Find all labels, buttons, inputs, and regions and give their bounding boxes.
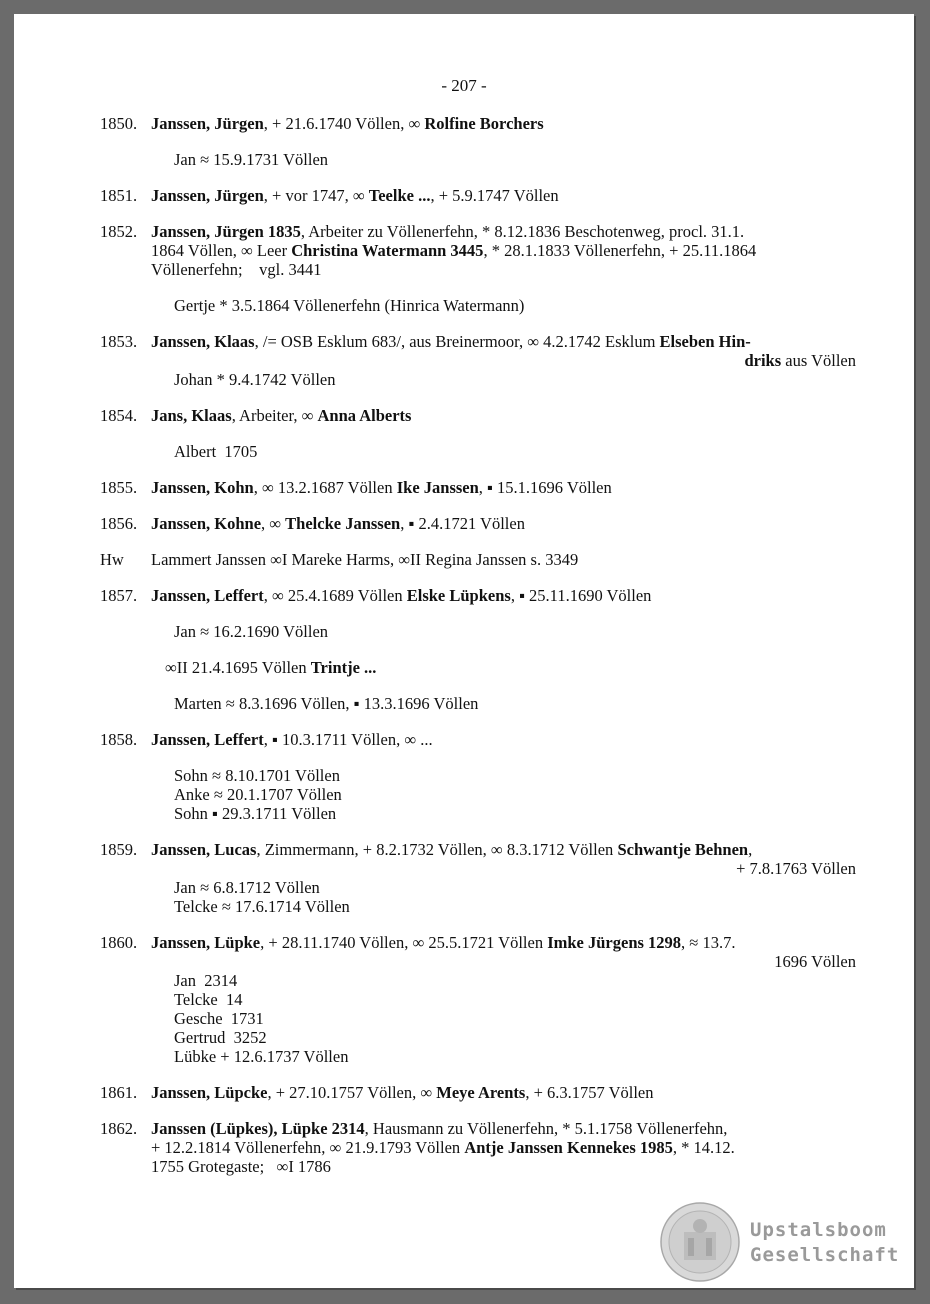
entry-heading: Janssen, Kohn, ∞ 13.2.1687 Völlen Ike Janssen, ▪ 15.1.1696 Völlen — [151, 478, 612, 497]
entry-1853 — [14, 332, 914, 389]
child-line: Jan 2314 — [174, 971, 238, 990]
children-list — [174, 878, 914, 916]
child-line: Telcke ≈ 17.6.1714 Völlen — [174, 897, 350, 916]
entry-number: 1857. — [100, 586, 138, 605]
entry-1856 — [14, 514, 914, 533]
entry-1857 — [14, 586, 914, 713]
entry-number: 1854. — [100, 406, 138, 425]
entry-1860 — [14, 933, 914, 1066]
entry-heading: Janssen, Lüpke, + 28.11.1740 Völlen, ∞ 25.5.1721 Völlen Imke Jürgens 1298, ≈ 13.7. 1696 Völlen — [151, 933, 856, 971]
children-list — [174, 971, 914, 1066]
entry-1862 — [14, 1119, 914, 1176]
entry-1850 — [14, 114, 914, 169]
entry-Hw — [14, 550, 914, 569]
child-line: Johan * 9.4.1742 Völlen — [174, 370, 336, 389]
entry-number: 1861. — [100, 1083, 138, 1102]
child-line: Gertrud 3252 — [174, 1028, 267, 1047]
entry-heading: Janssen, Leffert, ▪ 10.3.1711 Völlen, ∞ ... — [151, 730, 433, 749]
entry-number: 1852. — [100, 222, 138, 241]
children-list — [174, 370, 914, 389]
entry-heading: Janssen, Jürgen 1835, Arbeiter zu Völlenerfehn, * 8.12.1836 Beschotenweg, procl. 31.1. 1864 Völlen, ∞ Leer Christina Watermann 3445, * 28.1.1833 Völlenerfehn, + 25.11.1864 Völlenerfehn; vgl. 3441 — [151, 222, 757, 279]
child-line: Jan ≈ 15.9.1731 Völlen — [174, 150, 329, 169]
children-list — [174, 442, 914, 461]
entry-number: 1859. — [100, 840, 138, 859]
entry-1861 — [14, 1083, 914, 1102]
child-line: Anke ≈ 20.1.1707 Völlen — [174, 785, 342, 804]
entry-number: 1851. — [100, 186, 138, 205]
child-line: Lübke + 12.6.1737 Völlen — [174, 1047, 349, 1066]
children-list — [174, 150, 914, 169]
entry-1859 — [14, 840, 914, 916]
entry-1854 — [14, 406, 914, 461]
child-line: Jan ≈ 6.8.1712 Völlen — [174, 878, 320, 897]
page-number: - 207 - — [441, 76, 487, 95]
entry-1851 — [14, 186, 914, 205]
child-line: Marten ≈ 8.3.1696 Völlen, ▪ 13.3.1696 Völlen — [174, 694, 479, 713]
entry-heading: Janssen, Jürgen, + vor 1747, ∞ Teelke ..., + 5.9.1747 Völlen — [151, 186, 559, 205]
entry-number: Hw — [100, 550, 124, 569]
children-list — [174, 694, 914, 713]
child-line: Sohn ≈ 8.10.1701 Völlen — [174, 766, 340, 785]
children-list — [174, 622, 914, 641]
child-line: Albert 1705 — [174, 442, 258, 461]
entry-heading: Lammert Janssen ∞I Mareke Harms, ∞II Regina Janssen s. 3349 — [151, 550, 579, 569]
entry-heading: Janssen, Leffert, ∞ 25.4.1689 Völlen Elske Lüpkens, ▪ 25.11.1690 Völlen — [151, 586, 652, 605]
entry-heading: Janssen, Lüpcke, + 27.10.1757 Völlen, ∞ Meye Arents, + 6.3.1757 Völlen — [151, 1083, 654, 1102]
entry-number: 1858. — [100, 730, 138, 749]
entry-number: 1853. — [100, 332, 138, 351]
child-line: Gesche 1731 — [174, 1009, 264, 1028]
entry-heading: Janssen, Klaas, /= OSB Esklum 683/, aus Breinermoor, ∞ 4.2.1742 Esklum Elseben Hin- driks aus Völlen — [151, 332, 856, 370]
entry-heading: Janssen, Lucas, Zimmermann, + 8.2.1732 Völlen, ∞ 8.3.1712 Völlen Schwantje Behnen, + 7.8.1763 Völlen — [151, 840, 856, 878]
entry-heading: Jans, Klaas, Arbeiter, ∞ Anna Alberts — [151, 406, 412, 425]
entry-heading: Janssen, Kohne, ∞ Thelcke Janssen, ▪ 2.4.1721 Völlen — [151, 514, 525, 533]
entry-number: 1850. — [100, 114, 138, 133]
child-line: Jan ≈ 16.2.1690 Völlen — [174, 622, 329, 641]
second-marriage-line: ∞II 21.4.1695 Völlen Trintje ... — [165, 658, 377, 677]
children-list — [174, 766, 914, 823]
logo-line-2: Gesellschaft — [750, 1244, 900, 1266]
children-list — [174, 296, 914, 315]
entry-1855 — [14, 478, 914, 497]
child-line: Gertje * 3.5.1864 Völlenerfehn (Hinrica Watermann) — [174, 296, 525, 315]
entry-number: 1862. — [100, 1119, 138, 1138]
document-page — [14, 14, 914, 1288]
logo-line-1: Upstalsboom — [750, 1219, 887, 1241]
child-line: Telcke 14 — [174, 990, 243, 1009]
entries-list — [14, 114, 914, 1193]
entry-heading: Janssen (Lüpkes), Lüpke 2314, Hausmann zu Völlenerfehn, * 5.1.1758 Völlenerfehn, + 12.2.1814 Völlenerfehn, ∞ 21.9.1793 Völlen Antje Janssen Kennekes 1985, * 14.12. 1755 Grotegaste; ∞I 1786 — [151, 1119, 735, 1176]
seal-logo — [660, 1202, 740, 1282]
entry-1852 — [14, 222, 914, 315]
society-logo-text — [750, 1218, 899, 1268]
entry-1858 — [14, 730, 914, 823]
entry-heading: Janssen, Jürgen, + 21.6.1740 Völlen, ∞ Rolfine Borchers — [151, 114, 544, 133]
child-line: Sohn ▪ 29.3.1711 Völlen — [174, 804, 337, 823]
entry-number: 1855. — [100, 478, 138, 497]
entry-number: 1860. — [100, 933, 138, 952]
entry-number: 1856. — [100, 514, 138, 533]
